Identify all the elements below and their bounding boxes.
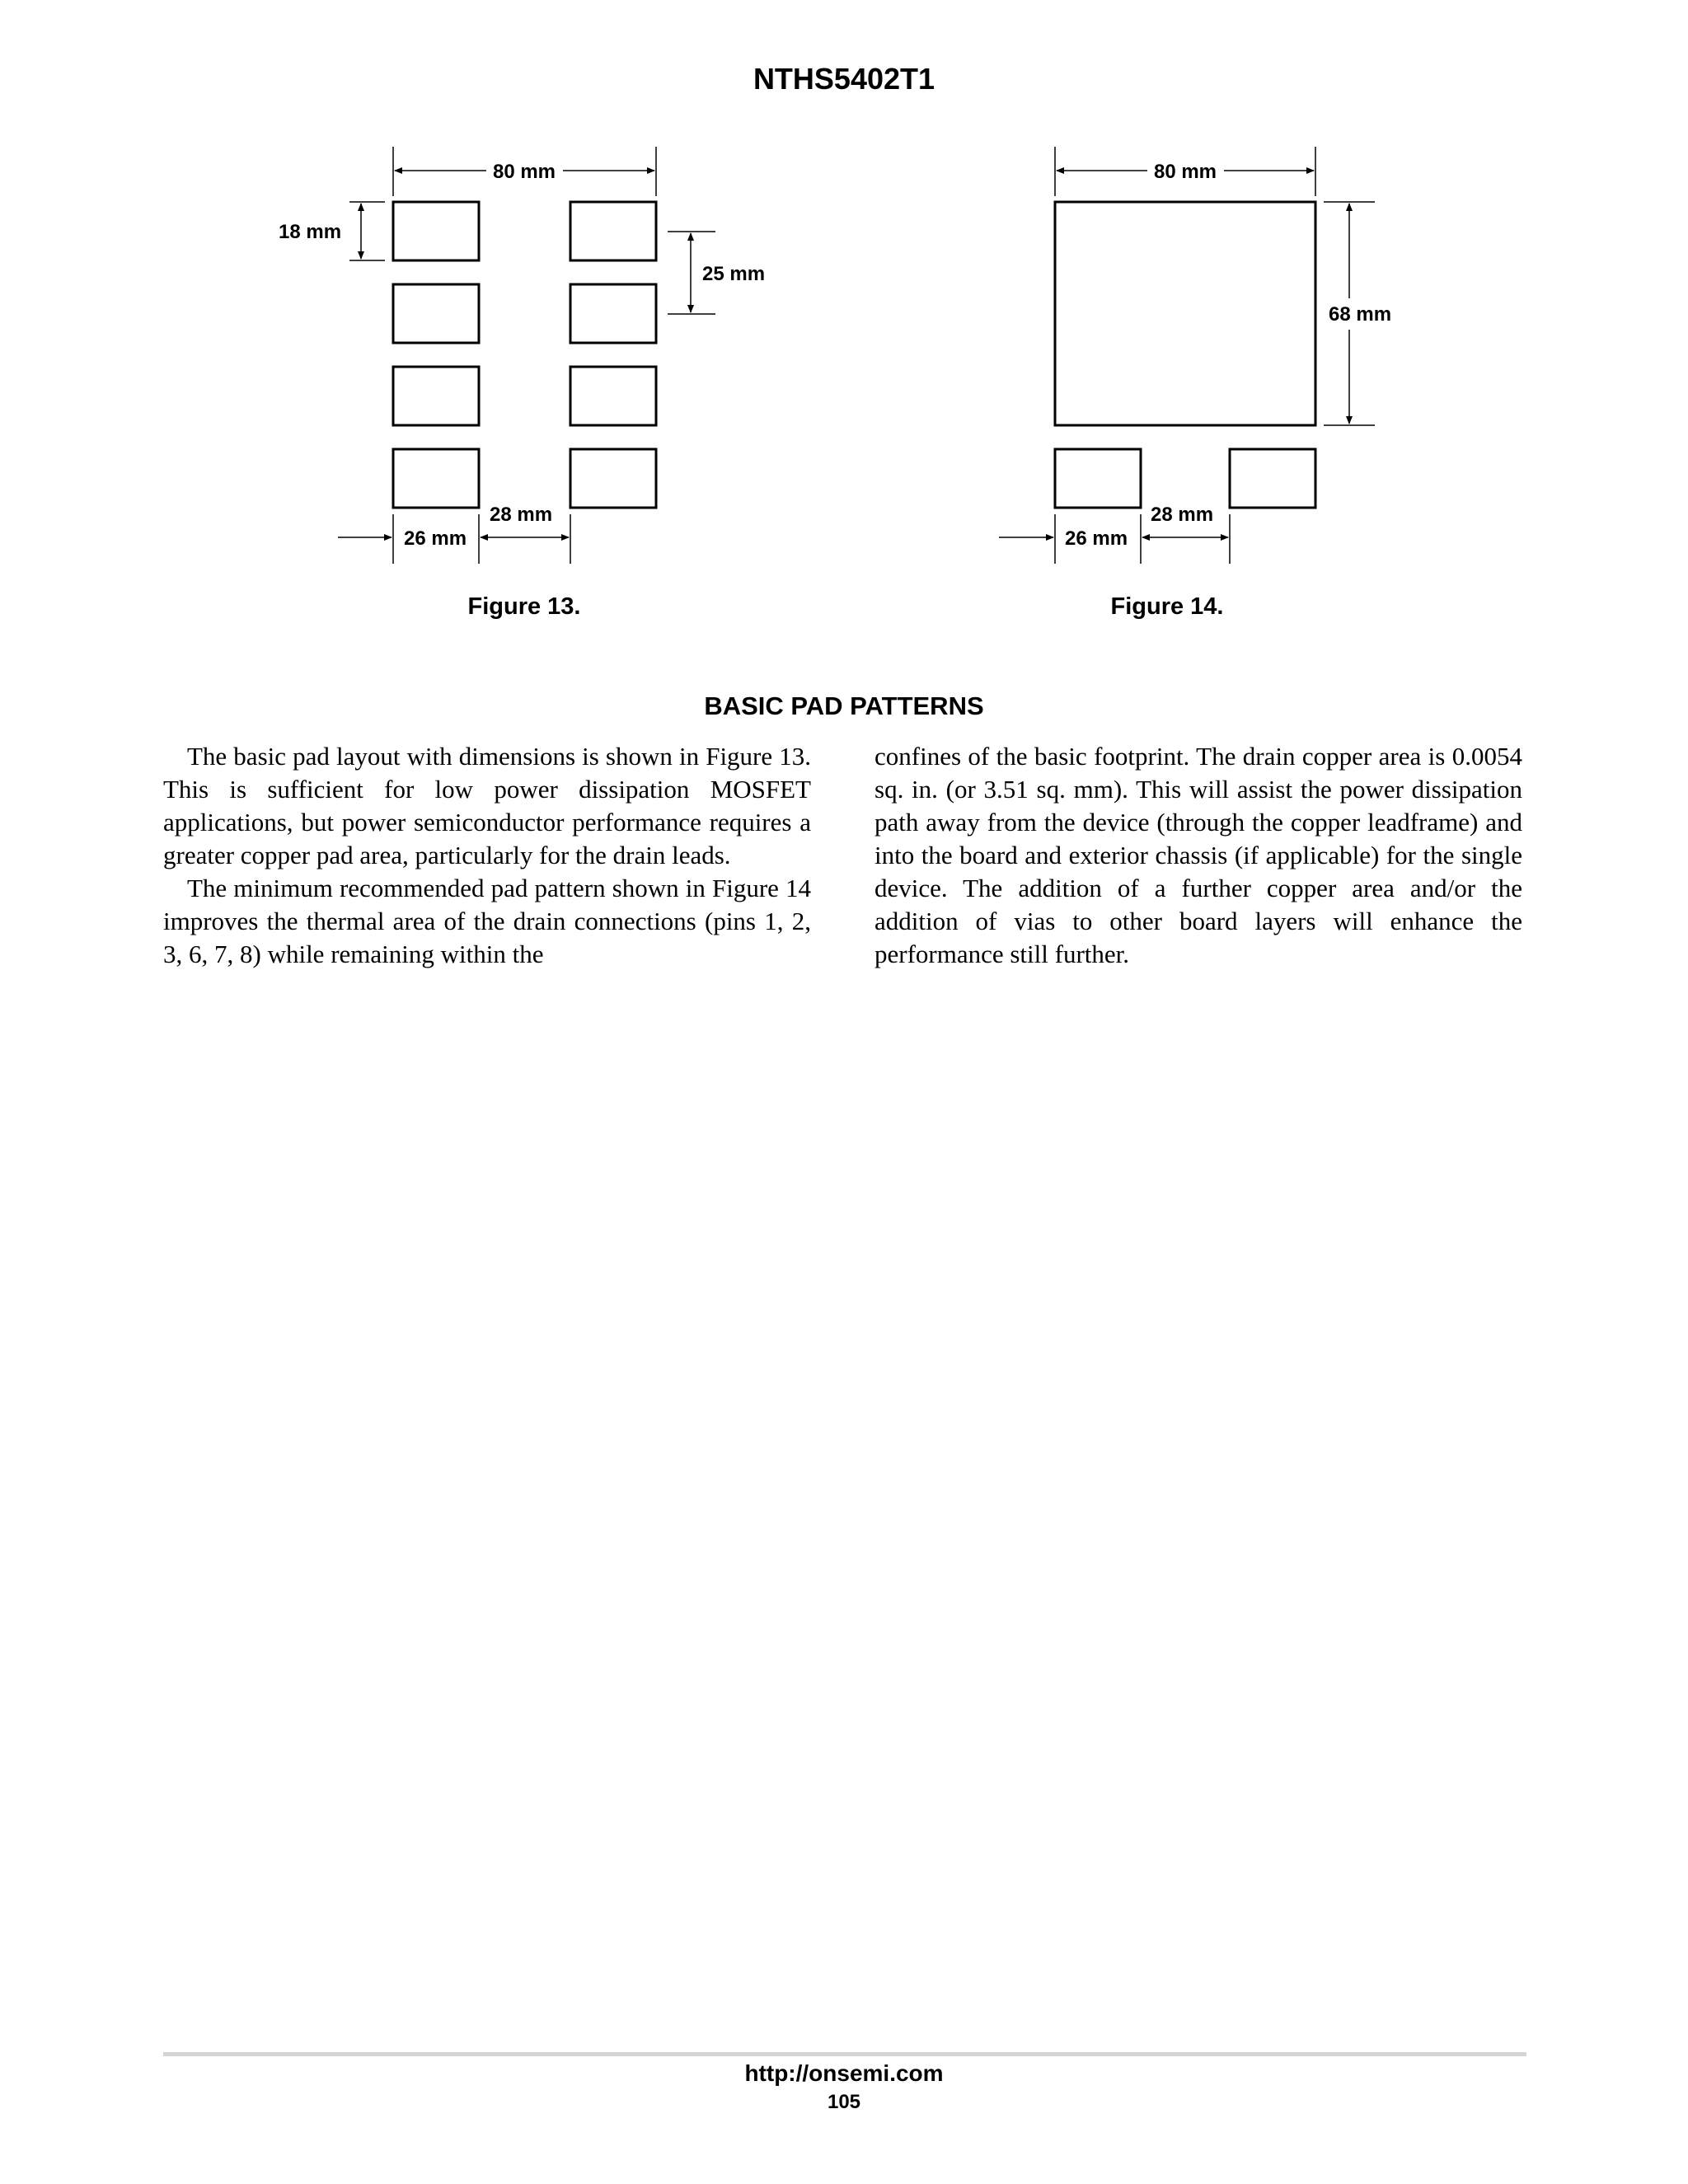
figure-14-caption: Figure 14. <box>1110 593 1224 620</box>
gate-source-pad-left <box>1055 449 1141 508</box>
fig13-dim-pitch: 25 mm <box>702 263 766 285</box>
fig14-dim-gap: 28 mm <box>1151 504 1214 526</box>
left-paragraph-2: The minimum recommended pad pattern shown in Figure 14 improves the thermal area of the drain connections (pins 1, 2, 3, 6, 7, 8) while remaining within the <box>163 874 811 968</box>
section-title: BASIC PAD PATTERNS <box>704 691 984 720</box>
fig14-dim-width: 80 mm <box>1153 161 1217 183</box>
fig13-dim-width: 80 mm <box>492 161 556 183</box>
fig13-dim-pad-height: 18 mm <box>279 221 342 243</box>
right-paragraph-1: confines of the basic footprint. The drain copper area is 0.0054 sq. in. (or 3.51 sq. mm). This will assist the power dissipation path away from the device (through the copper leadframe) and into the board and exterior chassis (if applicable) for the single device. The addition of a further copper area and/or the addition of vias to other board layers will enhance the performance still further. <box>874 742 1522 968</box>
figure-14-drawing <box>0 0 1484 593</box>
footer-divider <box>163 2052 1526 2056</box>
footer-url[interactable]: http://onsemi.com <box>744 2060 944 2086</box>
left-paragraph-1: The basic pad layout with dimensions is shown in Figure 13. This is sufficient for low power dissipation MOSFET applications, but power semiconductor performance requires a greater copper pad area, particularly for the drain leads. <box>163 742 811 869</box>
fig14-dim-pad-width: 26 mm <box>1065 527 1128 550</box>
gate-source-pad-right <box>1230 449 1315 508</box>
drain-pad <box>1055 202 1315 425</box>
figure-13-caption: Figure 13. <box>467 593 581 620</box>
fig14-dim-drain-height: 68 mm <box>1329 303 1392 326</box>
right-column <box>874 740 1522 971</box>
page-title: NTHS5402T1 <box>753 62 935 96</box>
left-column <box>163 740 811 971</box>
page-number: 105 <box>827 2091 861 2113</box>
fig13-dim-pad-width: 26 mm <box>404 527 467 550</box>
fig13-dim-gap: 28 mm <box>490 504 553 526</box>
